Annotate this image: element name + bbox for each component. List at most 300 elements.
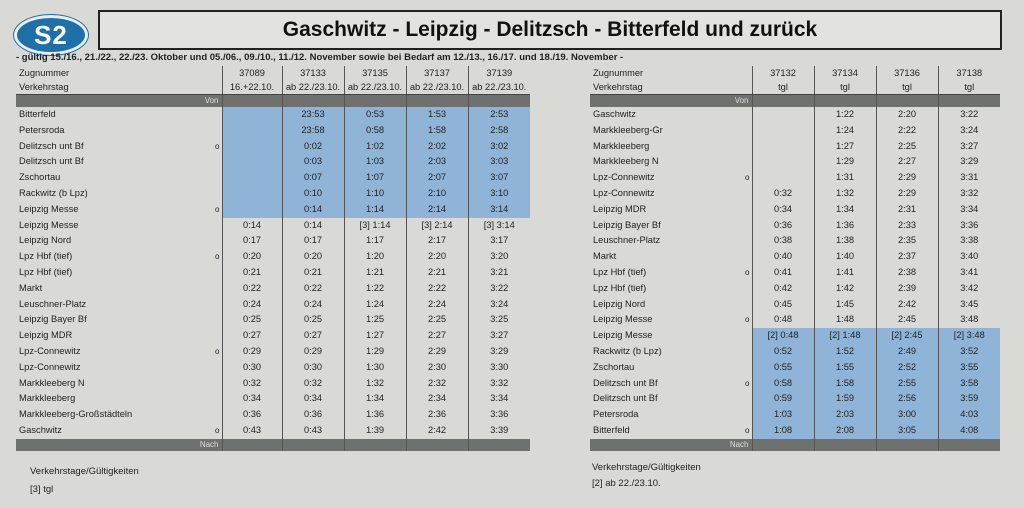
bar-cell bbox=[468, 95, 530, 108]
time-cell: 1:59 bbox=[814, 391, 876, 407]
station-label: Markkleeberg N bbox=[19, 377, 85, 388]
time-cell bbox=[222, 202, 282, 218]
bar-cell bbox=[814, 95, 876, 108]
time-cell: 3:29 bbox=[938, 154, 1000, 170]
time-cell: 3:17 bbox=[468, 233, 530, 249]
station-label: Leipzig Messe bbox=[593, 314, 653, 325]
time-cell: 3:22 bbox=[938, 107, 1000, 123]
station-name bbox=[590, 265, 752, 281]
time-cell: 2:53 bbox=[468, 107, 530, 123]
time-cell: 2:35 bbox=[876, 233, 938, 249]
bar-cell bbox=[344, 439, 406, 451]
station-name bbox=[16, 376, 222, 392]
time-cell: 1:41 bbox=[814, 265, 876, 281]
time-cell: 0:58 bbox=[344, 123, 406, 139]
timetable-row bbox=[16, 360, 530, 376]
timetable-row bbox=[16, 407, 530, 423]
time-cell bbox=[222, 186, 282, 202]
station-label: Zschortau bbox=[19, 172, 61, 183]
time-cell: 2:31 bbox=[876, 202, 938, 218]
station-name bbox=[590, 312, 752, 328]
station-name bbox=[590, 107, 752, 123]
timetable-row bbox=[16, 107, 530, 123]
time-cell bbox=[752, 170, 814, 186]
to-bar bbox=[590, 439, 1000, 451]
bar-cell bbox=[344, 95, 406, 108]
time-cell: 0:38 bbox=[752, 233, 814, 249]
time-cell: 0:25 bbox=[282, 312, 344, 328]
station-name bbox=[16, 123, 222, 139]
arrival-marker-icon: o bbox=[215, 204, 220, 214]
time-cell: [2] 2:45 bbox=[876, 328, 938, 344]
station-name bbox=[590, 344, 752, 360]
time-cell: 3:24 bbox=[468, 297, 530, 313]
time-cell: 3:05 bbox=[876, 423, 938, 439]
time-cell: 0:52 bbox=[752, 344, 814, 360]
time-cell: 2:34 bbox=[406, 391, 468, 407]
time-cell: 3:27 bbox=[468, 328, 530, 344]
station-label: Zschortau bbox=[593, 361, 635, 372]
time-cell: 1:32 bbox=[344, 376, 406, 392]
time-cell: 1:10 bbox=[344, 186, 406, 202]
time-cell: 3:27 bbox=[938, 139, 1000, 155]
bar-cell bbox=[222, 95, 282, 108]
train-number: 37132 bbox=[752, 66, 814, 80]
time-cell: 1:14 bbox=[344, 202, 406, 218]
station-name bbox=[16, 407, 222, 423]
timetable-row bbox=[16, 249, 530, 265]
timetable-row bbox=[590, 281, 1000, 297]
timetable-right bbox=[590, 66, 1000, 451]
time-cell: 0:21 bbox=[282, 265, 344, 281]
bar-cell bbox=[752, 95, 814, 108]
to-bar bbox=[16, 439, 530, 451]
train-number: 37136 bbox=[876, 66, 938, 80]
station-name bbox=[590, 186, 752, 202]
time-cell: [2] 1:48 bbox=[814, 328, 876, 344]
time-cell: 1:48 bbox=[814, 312, 876, 328]
station-label: Delitzsch unt Bf bbox=[593, 393, 658, 404]
timetable-row bbox=[590, 360, 1000, 376]
time-cell: 1:52 bbox=[814, 344, 876, 360]
time-cell: 1:31 bbox=[814, 170, 876, 186]
time-cell: 2:27 bbox=[406, 328, 468, 344]
station-name bbox=[590, 249, 752, 265]
time-cell: 2:30 bbox=[406, 360, 468, 376]
train-number: 37133 bbox=[282, 66, 344, 80]
time-cell: 2:29 bbox=[876, 186, 938, 202]
time-cell: 0:22 bbox=[222, 281, 282, 297]
time-cell: 1:58 bbox=[406, 123, 468, 139]
time-cell: 3:20 bbox=[468, 249, 530, 265]
timetable-row bbox=[590, 233, 1000, 249]
bar-cell bbox=[468, 439, 530, 451]
arrival-marker-icon: o bbox=[745, 315, 750, 325]
time-cell: 0:24 bbox=[222, 297, 282, 313]
from-label: Von bbox=[16, 95, 222, 108]
operating-day: tgl bbox=[876, 80, 938, 95]
time-cell: 2:32 bbox=[406, 376, 468, 392]
time-cell: 23:58 bbox=[282, 123, 344, 139]
time-cell: 3:14 bbox=[468, 202, 530, 218]
time-cell: 2:29 bbox=[406, 344, 468, 360]
station-name bbox=[16, 423, 222, 439]
station-name bbox=[16, 139, 222, 155]
time-cell: 1:29 bbox=[814, 154, 876, 170]
station-label: Markkleeberg bbox=[19, 393, 76, 404]
time-cell: 1:53 bbox=[406, 107, 468, 123]
station-name bbox=[16, 312, 222, 328]
time-cell: 2:38 bbox=[876, 265, 938, 281]
time-cell: 2:27 bbox=[876, 154, 938, 170]
station-name bbox=[16, 328, 222, 344]
time-cell: 3:25 bbox=[468, 312, 530, 328]
zugnummer-label: Zugnummer bbox=[593, 68, 644, 78]
timetable-row bbox=[590, 376, 1000, 392]
time-cell bbox=[222, 107, 282, 123]
timetable-row bbox=[16, 265, 530, 281]
time-cell: 3:52 bbox=[938, 344, 1000, 360]
timetable-row bbox=[590, 139, 1000, 155]
station-name bbox=[590, 139, 752, 155]
operating-day: tgl bbox=[752, 80, 814, 95]
time-cell: 2:21 bbox=[406, 265, 468, 281]
time-cell: 4:08 bbox=[938, 423, 1000, 439]
time-cell: 2:02 bbox=[406, 139, 468, 155]
timetable-row bbox=[590, 170, 1000, 186]
station-label: Markt bbox=[19, 282, 43, 293]
station-label: Bitterfeld bbox=[593, 424, 630, 435]
operating-day: tgl bbox=[814, 80, 876, 95]
time-cell: 2:52 bbox=[876, 360, 938, 376]
timetable-row bbox=[16, 391, 530, 407]
time-cell: 1:34 bbox=[814, 202, 876, 218]
time-cell: 3:31 bbox=[938, 170, 1000, 186]
station-name bbox=[590, 218, 752, 234]
time-cell: 1:40 bbox=[814, 249, 876, 265]
time-cell: 2:07 bbox=[406, 170, 468, 186]
station-name bbox=[590, 154, 752, 170]
station-name bbox=[16, 391, 222, 407]
timetable-row bbox=[590, 391, 1000, 407]
time-cell: 1:24 bbox=[344, 297, 406, 313]
time-cell: 1:39 bbox=[344, 423, 406, 439]
time-cell: 1:38 bbox=[814, 233, 876, 249]
time-cell: 0:20 bbox=[222, 249, 282, 265]
time-cell: 0:43 bbox=[222, 423, 282, 439]
validity-note: - gültig 15./16., 21./22., 22./23. Oktober und 05./06., 09./10., 11./12. November sowie bei Bedarf am 12./13., 16./17. und 18./19. November - bbox=[16, 52, 624, 63]
time-cell: 2:39 bbox=[876, 281, 938, 297]
right-notes-text: [2] ab 22./23.10. bbox=[592, 478, 661, 489]
station-name bbox=[16, 360, 222, 376]
time-cell: 2:22 bbox=[876, 123, 938, 139]
station-name bbox=[590, 202, 752, 218]
time-cell: 2:22 bbox=[406, 281, 468, 297]
station-label: Gaschwitz bbox=[19, 424, 62, 435]
station-label: Bitterfeld bbox=[19, 109, 56, 119]
train-number: 37135 bbox=[344, 66, 406, 80]
time-cell: 1:36 bbox=[344, 407, 406, 423]
station-label: Leipzig MDR bbox=[593, 203, 647, 214]
station-label: Rackwitz (b Lpz) bbox=[19, 187, 88, 198]
time-cell: 3:59 bbox=[938, 391, 1000, 407]
station-name bbox=[590, 423, 752, 439]
timetable-row bbox=[590, 328, 1000, 344]
time-cell: 2:42 bbox=[876, 297, 938, 313]
time-cell: 4:03 bbox=[938, 407, 1000, 423]
timetable-row bbox=[590, 218, 1000, 234]
from-label: Von bbox=[590, 95, 752, 108]
time-cell: 0:24 bbox=[282, 297, 344, 313]
station-name bbox=[16, 297, 222, 313]
operating-day: ab 22./23.10. bbox=[344, 80, 406, 95]
time-cell: 3:00 bbox=[876, 407, 938, 423]
time-cell: 0:10 bbox=[282, 186, 344, 202]
time-cell: 1:02 bbox=[344, 139, 406, 155]
time-cell: 0:48 bbox=[752, 312, 814, 328]
timetable-row bbox=[590, 297, 1000, 313]
time-cell bbox=[752, 123, 814, 139]
page-title: Gaschwitz - Leipzig - Delitzsch - Bitterfeld und zurück bbox=[98, 10, 1002, 50]
time-cell: 3:22 bbox=[468, 281, 530, 297]
train-number: 37137 bbox=[406, 66, 468, 80]
station-label: Rackwitz (b Lpz) bbox=[593, 345, 662, 356]
time-cell: 1:22 bbox=[814, 107, 876, 123]
train-number-row bbox=[16, 66, 530, 80]
station-label: Leipzig Bayer Bf bbox=[19, 314, 87, 325]
time-cell: 1:27 bbox=[814, 139, 876, 155]
bar-cell bbox=[282, 439, 344, 451]
timetable-row bbox=[590, 202, 1000, 218]
time-cell: 1:21 bbox=[344, 265, 406, 281]
time-cell: 0:25 bbox=[222, 312, 282, 328]
timetable-row bbox=[16, 297, 530, 313]
train-number: 37089 bbox=[222, 66, 282, 80]
timetable-row bbox=[16, 328, 530, 344]
station-name bbox=[590, 233, 752, 249]
from-bar bbox=[590, 95, 1000, 108]
station-label: Markt bbox=[593, 251, 617, 262]
station-label: Leuschner-Platz bbox=[593, 235, 661, 246]
time-cell: 3:21 bbox=[468, 265, 530, 281]
station-name bbox=[16, 344, 222, 360]
timetable-row bbox=[590, 249, 1000, 265]
time-cell: 0:32 bbox=[752, 186, 814, 202]
train-number: 37138 bbox=[938, 66, 1000, 80]
time-cell: 2:56 bbox=[876, 391, 938, 407]
time-cell: 1:03 bbox=[752, 407, 814, 423]
time-cell: 3:30 bbox=[468, 360, 530, 376]
station-name bbox=[590, 328, 752, 344]
station-name bbox=[16, 249, 222, 265]
time-cell: 2:42 bbox=[406, 423, 468, 439]
station-label: Lpz Hbf (tief) bbox=[593, 266, 647, 277]
operating-day: ab 22./23.10. bbox=[282, 80, 344, 95]
time-cell: 3:40 bbox=[938, 249, 1000, 265]
timetable-row bbox=[16, 154, 530, 170]
time-cell: 0:53 bbox=[344, 107, 406, 123]
time-cell: 0:14 bbox=[222, 218, 282, 234]
time-cell: 1:34 bbox=[344, 391, 406, 407]
time-cell bbox=[222, 139, 282, 155]
timetable-row bbox=[16, 423, 530, 439]
station-label: Lpz Hbf (tief) bbox=[593, 282, 647, 293]
time-cell: 0:29 bbox=[222, 344, 282, 360]
time-cell: 3:07 bbox=[468, 170, 530, 186]
train-number: 37134 bbox=[814, 66, 876, 80]
time-cell: 2:24 bbox=[406, 297, 468, 313]
time-cell: 1:07 bbox=[344, 170, 406, 186]
station-name bbox=[590, 297, 752, 313]
time-cell: 0:30 bbox=[222, 360, 282, 376]
station-label: Markkleeberg N bbox=[593, 156, 659, 167]
arrival-marker-icon: o bbox=[745, 173, 750, 183]
arrival-marker-icon: o bbox=[215, 346, 220, 356]
time-cell: 0:34 bbox=[282, 391, 344, 407]
time-cell: 1:25 bbox=[344, 312, 406, 328]
station-name bbox=[16, 186, 222, 202]
time-cell: 3:34 bbox=[938, 202, 1000, 218]
time-cell: 3:32 bbox=[938, 186, 1000, 202]
time-cell: 1:29 bbox=[344, 344, 406, 360]
station-label: Petersroda bbox=[19, 124, 65, 135]
verkehrstag-label: Verkehrstag bbox=[16, 80, 222, 95]
time-cell: 3:58 bbox=[938, 376, 1000, 392]
time-cell: 2:25 bbox=[406, 312, 468, 328]
time-cell: 2:49 bbox=[876, 344, 938, 360]
station-label: Petersroda bbox=[593, 409, 639, 420]
station-name bbox=[16, 154, 222, 170]
time-cell: 2:10 bbox=[406, 186, 468, 202]
time-cell: 0:59 bbox=[752, 391, 814, 407]
station-label: Lpz-Connewitz bbox=[19, 361, 81, 372]
arrival-marker-icon: o bbox=[215, 252, 220, 262]
timetable-row bbox=[590, 312, 1000, 328]
timetable-row bbox=[590, 154, 1000, 170]
time-cell: 3:36 bbox=[938, 218, 1000, 234]
timetable-row bbox=[590, 186, 1000, 202]
station-name bbox=[590, 391, 752, 407]
operating-day-row bbox=[590, 80, 1000, 95]
time-cell: 0:27 bbox=[282, 328, 344, 344]
timetable-row bbox=[16, 170, 530, 186]
station-label: Leuschner-Platz bbox=[19, 298, 87, 309]
bar-cell bbox=[876, 439, 938, 451]
time-cell: 2:03 bbox=[406, 154, 468, 170]
time-cell: 0:36 bbox=[282, 407, 344, 423]
time-cell: 0:45 bbox=[752, 297, 814, 313]
arrival-marker-icon: o bbox=[745, 267, 750, 277]
operating-day: ab 22./23.10. bbox=[468, 80, 530, 95]
time-cell bbox=[752, 107, 814, 123]
station-name bbox=[590, 281, 752, 297]
operating-day: tgl bbox=[938, 80, 1000, 95]
time-cell: 3:55 bbox=[938, 360, 1000, 376]
time-cell: 2:37 bbox=[876, 249, 938, 265]
station-label: Lpz-Connewitz bbox=[593, 172, 655, 183]
timetable-row bbox=[590, 107, 1000, 123]
train-number-row bbox=[590, 66, 1000, 80]
station-name bbox=[16, 202, 222, 218]
time-cell: 2:20 bbox=[406, 249, 468, 265]
train-number: 37139 bbox=[468, 66, 530, 80]
time-cell: [3] 1:14 bbox=[344, 218, 406, 234]
bar-cell bbox=[938, 95, 1000, 108]
timetable-row bbox=[590, 407, 1000, 423]
time-cell: 0:14 bbox=[282, 218, 344, 234]
time-cell: 2:14 bbox=[406, 202, 468, 218]
station-name bbox=[16, 218, 222, 234]
station-label: Lpz-Connewitz bbox=[19, 345, 81, 356]
timetable-row bbox=[16, 376, 530, 392]
station-label: Leipzig Nord bbox=[19, 235, 72, 246]
station-label: Delitzsch unt Bf bbox=[19, 140, 84, 151]
time-cell bbox=[222, 123, 282, 139]
arrival-marker-icon: o bbox=[745, 425, 750, 435]
time-cell: 0:34 bbox=[752, 202, 814, 218]
time-cell: 3:41 bbox=[938, 265, 1000, 281]
time-cell: 2:45 bbox=[876, 312, 938, 328]
time-cell: 0:03 bbox=[282, 154, 344, 170]
station-name bbox=[590, 376, 752, 392]
time-cell: 2:25 bbox=[876, 139, 938, 155]
station-label: Markkleeberg-Gr bbox=[593, 124, 663, 135]
bar-cell bbox=[282, 95, 344, 108]
station-label: Delitzsch unt Bf bbox=[19, 156, 84, 167]
time-cell: 0:27 bbox=[222, 328, 282, 344]
time-cell: 2:17 bbox=[406, 233, 468, 249]
station-label: Leipzig Nord bbox=[593, 298, 646, 309]
time-cell: 3:34 bbox=[468, 391, 530, 407]
time-cell: 0:36 bbox=[222, 407, 282, 423]
timetable-row bbox=[16, 344, 530, 360]
zugnummer-label: Zugnummer bbox=[19, 68, 70, 78]
time-cell: 2:20 bbox=[876, 107, 938, 123]
to-label: Nach bbox=[590, 439, 752, 451]
time-cell: 1:45 bbox=[814, 297, 876, 313]
time-cell bbox=[222, 154, 282, 170]
station-label: Leipzig MDR bbox=[19, 330, 73, 341]
operating-day: ab 22./23.10. bbox=[406, 80, 468, 95]
time-cell: [3] 2:14 bbox=[406, 218, 468, 234]
station-name bbox=[16, 265, 222, 281]
right-notes-title: Verkehrstage/Gültigkeiten bbox=[592, 462, 701, 473]
time-cell: 0:58 bbox=[752, 376, 814, 392]
time-cell: 1:55 bbox=[814, 360, 876, 376]
station-name bbox=[16, 170, 222, 186]
timetable-row bbox=[16, 233, 530, 249]
time-cell: 1:24 bbox=[814, 123, 876, 139]
station-label: Lpz Hbf (tief) bbox=[19, 251, 73, 262]
left-notes-title: Verkehrstage/Gültigkeiten bbox=[30, 466, 139, 477]
time-cell: 1:17 bbox=[344, 233, 406, 249]
time-cell: 3:29 bbox=[468, 344, 530, 360]
time-cell: 0:17 bbox=[222, 233, 282, 249]
to-label: Nach bbox=[16, 439, 222, 451]
timetable-row bbox=[590, 344, 1000, 360]
timetable-row bbox=[16, 218, 530, 234]
time-cell: 0:32 bbox=[222, 376, 282, 392]
time-cell: 1:30 bbox=[344, 360, 406, 376]
operating-day: 16.+22.10. bbox=[222, 80, 282, 95]
time-cell: 0:21 bbox=[222, 265, 282, 281]
s2-line-logo: S2 bbox=[14, 15, 88, 55]
time-cell: 0:42 bbox=[752, 281, 814, 297]
station-label: Markkleeberg-Großstädteln bbox=[19, 409, 133, 420]
time-cell: 3:24 bbox=[938, 123, 1000, 139]
time-cell: 1:20 bbox=[344, 249, 406, 265]
timetable-row bbox=[16, 186, 530, 202]
